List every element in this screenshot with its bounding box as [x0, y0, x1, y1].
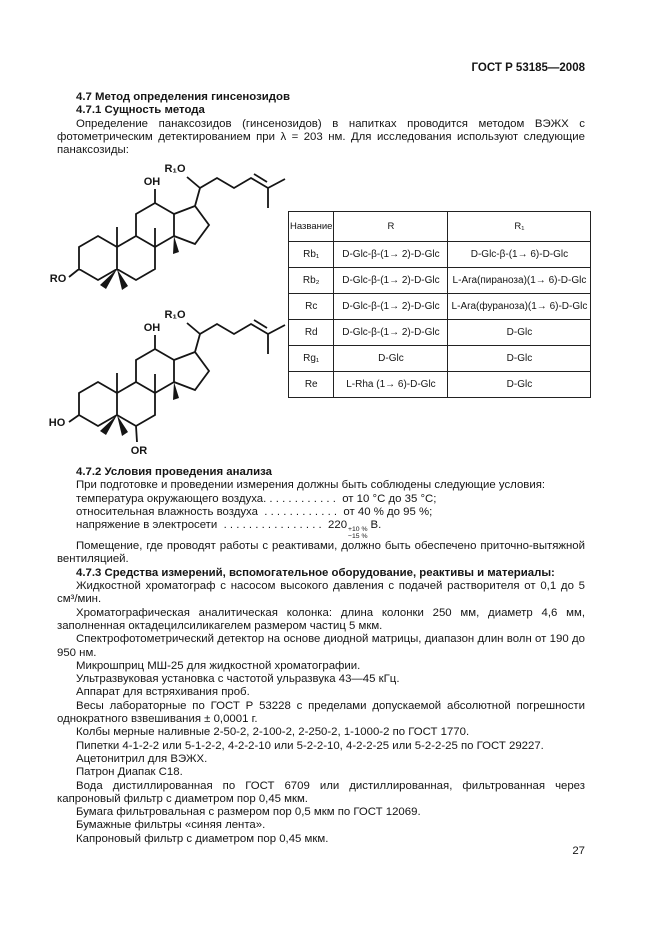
table-row [289, 268, 591, 294]
cell-r: D-Glc-β-(1→ 2)-D-Glc [334, 320, 448, 346]
heading-4-7-3: 4.7.3 Средства измерений, вспомогательное оборудование, реактивы и материалы: [76, 566, 555, 579]
equipment-item: Ультразвуковая установка с частотой ульразвука 43—45 кГц. [76, 673, 400, 686]
cell-name: Rd [289, 320, 334, 346]
cell-name: Re [289, 372, 334, 398]
cell-r1: D-Glc [448, 320, 591, 346]
equipment-item: Хроматографическая аналитическая колонка: длина колонки 250 мм, диаметр 4,6 мм, заполненная октадецилсиликагелем размером частиц 5 мкм. [57, 606, 585, 632]
cell-r1: L-Ara(фураноза)(1→ 6)-D-Glc [448, 294, 591, 320]
voltage-tolerance [348, 526, 367, 540]
equipment-item: Колбы мерные наливные 2-50-2, 2-100-2, 2-250-2, 1-1000-2 по ГОСТ 1770. [76, 726, 470, 739]
cell-r1: D-Glc [448, 346, 591, 372]
cell-r: D-Glc-β-(1→ 2)-D-Glc [334, 242, 448, 268]
or-label: OR [130, 445, 148, 457]
cell-r: D-Glc [334, 346, 448, 372]
equipment-item: Весы лабораторные по ГОСТ Р 53228 с пределами допускаемой абсолютной погрешности однократного взвешивания ± 0,0001 г. [57, 699, 585, 726]
ho-label: HO [48, 417, 66, 429]
heading-4-7-2: 4.7.2 Условия проведения анализа [76, 466, 272, 478]
ginsenoside-substituent-table [288, 211, 591, 398]
condition-humidity: относительная влажность воздуха . . . . . . . . . . . . от 40 % до 95 %; [76, 505, 433, 518]
table-row [289, 372, 591, 398]
cell-name: Rb₂ [289, 268, 334, 294]
equipment-item: Микрошприц МШ-25 для жидкостной хроматографии. [76, 659, 361, 672]
table-header-row [289, 212, 591, 242]
page-number: 27 [572, 845, 585, 857]
equipment-item: Жидкостной хроматограф с насосом высокого давления с подачей растворителя от 0,1 до 5 см³/мин. [57, 580, 585, 606]
equipment-item: Патрон Диапак С18. [76, 766, 183, 779]
r1o-label: R₁O [164, 163, 186, 175]
ventilation-note: Помещение, где проводят работы с реактивами, должно быть обеспечено приточно-вытяжной вентиляцией. [57, 540, 585, 566]
skeleton-bonds [69, 320, 285, 442]
equipment-item: Вода дистиллированная по ГОСТ 6709 или дистиллированная, фильтрованная через капроновый фильтр с диаметром пор 0,45 мкм. [57, 779, 585, 805]
equipment-item: Капроновый фильтр с диаметром пор 0,45 мкм. [76, 832, 329, 845]
cell-r1: D-Glc-β-(1→ 6)-D-Glc [448, 242, 591, 268]
oh-label: OH [143, 322, 161, 334]
cell-r1: D-Glc [448, 372, 591, 398]
table-row [289, 294, 591, 320]
conditions-lead: При подготовке и проведении измерения должны быть соблюдены следующие условия: [76, 479, 546, 492]
body-block [57, 466, 585, 846]
ro-label: RO [49, 273, 67, 285]
r1o-label: R₁O [164, 309, 186, 321]
cell-r: D-Glc-β-(1→ 2)-D-Glc [334, 268, 448, 294]
cell-r: D-Glc-β-(1→ 2)-D-Glc [334, 294, 448, 320]
voltage-sup: +10 % [348, 526, 368, 534]
table-row [289, 320, 591, 346]
cell-name: Rc [289, 294, 334, 320]
oh-label: OH [143, 176, 161, 188]
doc-code-header: ГОСТ Р 53185—2008 [471, 62, 585, 74]
equipment-item: Спектрофотометрический детектор на основе диодной матрицы, диапазон длин волн от 190 до 950 нм. [57, 633, 585, 659]
voltage-sub: −15 % [348, 533, 368, 541]
equipment-item: Ацетонитрил для ВЭЖХ. [76, 752, 208, 765]
column-header-r1: R₁ [448, 212, 591, 242]
equipment-item: Бумажные фильтры «синяя лента». [76, 819, 266, 832]
cell-name: Rg₁ [289, 346, 334, 372]
equipment-item: Пипетки 4-1-2-2 или 5-1-2-2, 4-2-2-10 или 5-2-2-10, 4-2-2-25 или 5-2-2-25 по ГОСТ 29227. [76, 739, 544, 752]
column-header-name: Название [289, 212, 334, 242]
table-row [289, 346, 591, 372]
skeleton-bonds [69, 174, 285, 280]
heading-4-7: 4.7 Метод определения гинсенозидов [76, 91, 290, 103]
voltage-prefix: напряжение в электросети . . . . . . . . . . . . . . . . 220 [76, 519, 348, 532]
condition-temperature: температура окружающего воздуха. . . . . . . . . . . . от 10 °С до 35 °С; [76, 492, 437, 505]
ginsenoside-figure [0, 147, 661, 463]
cell-r: L-Rha (1→ 6)-D-Glc [334, 372, 448, 398]
equipment-item: Аппарат для встряхивания проб. [76, 686, 250, 699]
condition-voltage [57, 519, 585, 540]
protopanaxatriol-structure-drawing [42, 296, 302, 466]
equipment-item: Бумага фильтровальная с размером пор 0,5 мкм по ГОСТ 12069. [76, 806, 421, 819]
heading-4-7-1: 4.7.1 Сущность метода [76, 104, 205, 117]
cell-name: Rb₁ [289, 242, 334, 268]
column-header-r: R [334, 212, 448, 242]
intro-paragraph: Определение панаксозидов (гинсенозидов) в напитках проводится методом ВЭЖХ с фотометрическим детектированием при λ = 203 нм. Для исследования используют следующие панаксозиды: [57, 117, 585, 157]
voltage-suffix: В. [370, 519, 382, 532]
table-row [289, 242, 591, 268]
cell-r1: L-Ara(пираноза)(1→ 6)-D-Glc [448, 268, 591, 294]
